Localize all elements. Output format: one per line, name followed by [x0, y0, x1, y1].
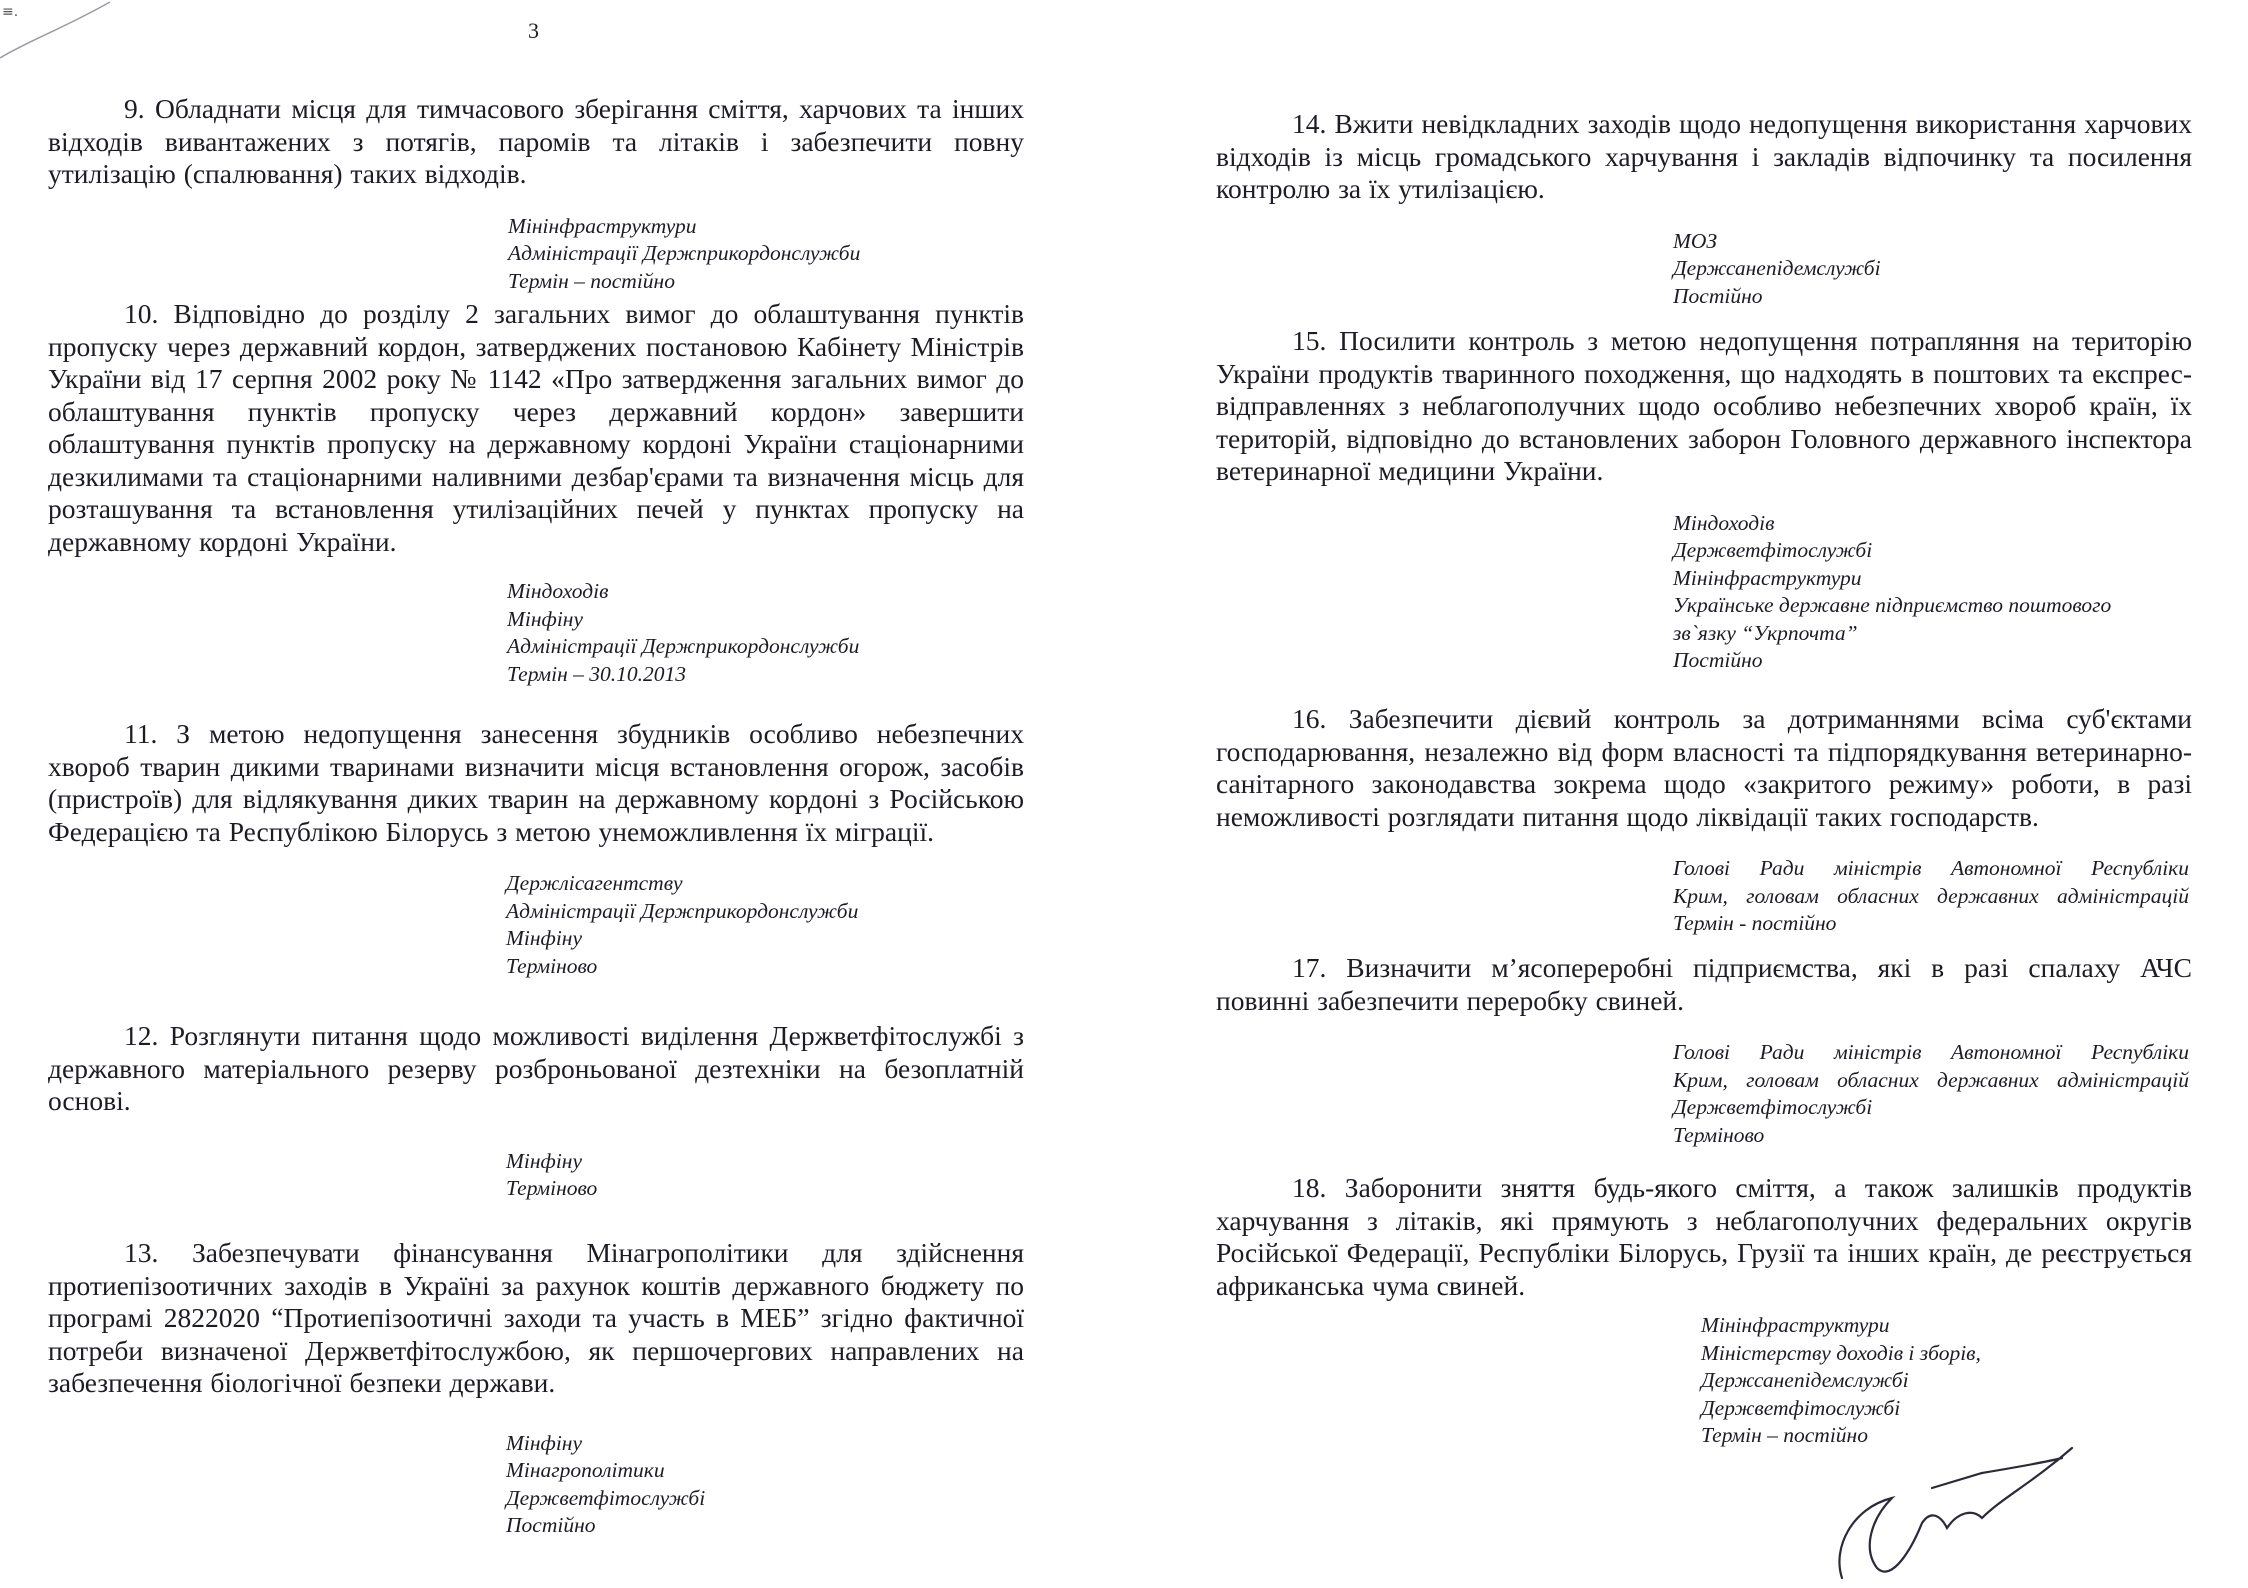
responsible-line: Постійно	[1673, 283, 1763, 308]
signature	[1782, 1428, 2102, 1588]
item-text: 18. Заборонити зняття будь-якого сміття, а також залишків продуктів харчування з літаків, які прямують з неблагополучних федеральних округів Російської Федерації, Республіки Білорусь, Грузії та інших країн, де реєструється африканська чума свиней.	[1216, 1172, 2192, 1301]
responsible-line: Держветфітослужбі	[1701, 1395, 1901, 1420]
item-text: 13. Забезпечувати фінансування Мінагрополітики для здійснення протиепізоотичних заходів в Україні за рахунок коштів державного бюджету по програмі 2822020 “Протиепізоотичні заходи та участь в МЕБ” згідно фактичної потреби визначеної Держветфітослужбою, як першочергових направлених на забезпечення біологічної безпеки держави.	[48, 1237, 1024, 1398]
item-text: 16. Забезпечити дієвий контроль за дотриманнями всіма суб'єктами господарювання, незалежно від форм власності та підпорядкування ветеринарно-санітарного законодавства зокрема щодо «закритого режиму» роботи, в разі неможливості розглядати питання щодо ліквідації таких господарств.	[1216, 703, 2192, 832]
list-item-10	[48, 298, 1024, 688]
responsible-line: Держветфітослужбі	[1673, 538, 1873, 562]
responsible-block	[1673, 855, 2189, 938]
item-text: 10. Відповідно до розділу 2 загальних вимог до облаштування пунктів пропуску через державний кордон, затверджених постановою Кабінету Міністрів України від 17 серпня 2002 року № 1142 «Про затвердження загальних вимог до облаштування пунктів пропуску через державний кордон» завершити облаштування пунктів пропуску на державному кордоні України стаціонарними дезкилимами та стаціонарними наливними дезбар'єрами та визначення місць для розташування та встановлення утилізаційних печей у пунктах пропуску на державному кордоні України.	[48, 298, 1024, 557]
responsible-block	[506, 870, 1024, 980]
responsible-line: Українське державне підприємство поштового	[1673, 593, 2112, 617]
list-item-14	[1216, 108, 2192, 310]
responsible-block	[508, 213, 1024, 296]
responsible-block	[1673, 228, 2192, 311]
responsible-block	[507, 578, 1024, 688]
responsible-line: Держсанепідемслужбі	[1673, 256, 1881, 280]
responsible-line: Термін – постійно	[508, 268, 675, 293]
responsible-line: Міндоходів	[507, 579, 609, 603]
responsible-line: Крим, головам обласних державних адміністрацій	[1673, 1067, 2189, 1092]
responsible-line: Мінінфраструктури	[1701, 1313, 1890, 1337]
responsible-line: Мінфіну	[506, 926, 582, 950]
list-item-9	[48, 93, 1024, 295]
item-text: 9. Обладнати місця для тимчасового зберігання сміття, харчових та інших відходів вивантажених з потягів, паромів та літаків і забезпечити повну утилізацію (спалювання) таких відходів.	[48, 93, 1024, 189]
responsible-line: Термін – 30.10.2013	[507, 661, 687, 686]
responsible-line: Мінагрополітики	[506, 1458, 665, 1482]
responsible-line: Крим, головам обласних державних адміністрацій	[1673, 883, 2189, 908]
responsible-line: Держветфітослужбі	[1673, 1095, 1873, 1119]
responsible-line: Мінфіну	[506, 1148, 582, 1173]
responsible-block	[1673, 1039, 2189, 1149]
svg-text:≡.: ≡.	[2, 4, 19, 20]
list-item-11	[48, 718, 1024, 980]
corner-scan-mark	[0, 0, 120, 80]
responsible-line: Терміново	[1673, 1122, 1765, 1147]
responsible-line: МОЗ	[1673, 228, 1718, 253]
page-number: 3	[528, 18, 539, 43]
list-item-15	[1216, 325, 2192, 675]
responsible-line: Голові Ради міністрів Автономної Республіки	[1673, 856, 2189, 880]
responsible-line: Держлісагентству	[506, 871, 683, 895]
item-text: 12. Розглянути питання щодо можливості виділення Держветфітослужбі з державного матеріального резерву розброньованої дезтехніки на безоплатній основі.	[48, 1020, 1024, 1116]
list-item-16	[1216, 703, 2192, 938]
list-item-13	[48, 1237, 1024, 1540]
responsible-line: Постійно	[506, 1513, 596, 1537]
responsible-line: Держветфітослужбі	[506, 1485, 706, 1510]
item-text: 14. Вжити невідкладних заходів щодо недопущення використання харчових відходів із місць громадського харчування і закладів відпочинку та посилення контролю за їх утилізацією.	[1216, 108, 2192, 204]
responsible-block	[506, 1148, 1024, 1203]
responsible-line: Міндоходів	[1673, 510, 1775, 535]
responsible-line: зв`язку “Укрпочта”	[1673, 620, 1858, 645]
responsible-line: Держсанепідемслужбі	[1701, 1368, 1909, 1392]
responsible-line: Адміністрації Держприкордонслужби	[508, 241, 861, 265]
responsible-line: Адміністрації Держприкордонслужби	[507, 634, 860, 658]
responsible-line: Постійно	[1673, 648, 1763, 672]
responsible-line: Терміново	[506, 1176, 598, 1200]
list-item-12	[48, 1020, 1024, 1203]
responsible-block	[506, 1430, 1024, 1540]
item-text: 15. Посилити контроль з метою недопущення потрапляння на територію України продуктів тваринного походження, що надходять в поштових та експрес-відправленнях з неблагополучних щодо особливо небезпечних хвороб країн, їх територій, відповідно до встановлених заборон Головного державного інспектора ветеринарної медицини України.	[1216, 325, 2192, 486]
responsible-line: Адміністрації Держприкордонслужби	[506, 898, 859, 923]
list-item-18	[1216, 1172, 2192, 1450]
responsible-line: Мінфіну	[507, 606, 583, 631]
responsible-line: Мінфіну	[506, 1430, 582, 1455]
responsible-line: Голові Ради міністрів Автономної Республіки	[1673, 1040, 2189, 1064]
responsible-line: Термін – постійно	[1701, 1423, 1868, 1447]
responsible-line: Термін - постійно	[1673, 911, 1837, 935]
responsible-line: Мінінфраструктури	[508, 213, 697, 238]
responsible-line: Терміново	[506, 953, 598, 978]
responsible-line: Мінінфраструктури	[1673, 565, 1862, 590]
item-text: 17. Визначити м’ясопереробні підприємства, які в разі спалаху АЧС повинні забезпечити переробку свиней.	[1216, 952, 2192, 1016]
responsible-line: Міністерству доходів і зборів,	[1701, 1340, 1981, 1365]
list-item-17	[1216, 952, 2192, 1149]
item-text: 11. З метою недопущення занесення збудників особливо небезпечних хвороб тварин дикими тваринами визначити місця встановлення огорож, засобів (пристроїв) для відлякування диких тварин на державному кордоні з Російською Федерацією та Республікою Білорусь з метою унеможливлення їх міграції.	[48, 718, 1024, 847]
responsible-block	[1673, 510, 2192, 675]
